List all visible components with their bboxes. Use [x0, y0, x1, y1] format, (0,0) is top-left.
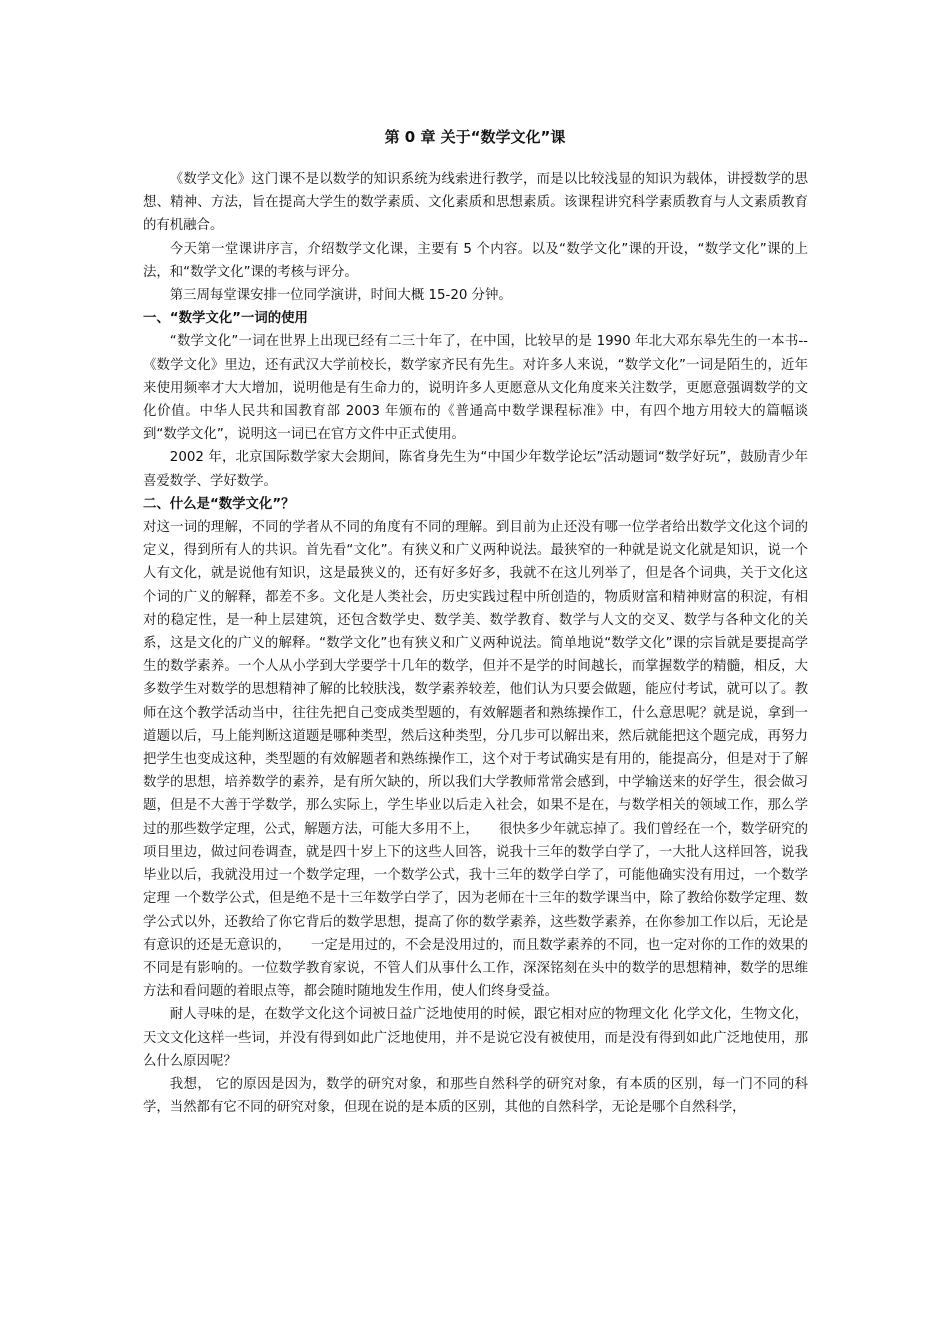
- paragraph-presentation-schedule: 第三周每堂课安排一位同学演讲，时间大概 15-20 分钟。: [169, 288, 512, 304]
- document-body: [143, 168, 808, 1119]
- paragraph-term-usage: “数学文化”一词在世界上出现已经有二三十年了，在中国，比较早的是 1990 年北大邓东皋先生的一本书--《数学文化》里边，还有武汉大学前校长，数学家齐民有先生。对许多人来说，“数学文化”一词是陌生的，近年来使用频率才大大增加，说明他是有生命力的，说明许多人更愿意从文化角度来关注数学，更愿意强调数学的文化价值。中华人民共和国教育部 2003 年颁布的《普通高中数学课程标准》中，有四个地方用较大的篇幅谈到“数学文化”，说明这一词已在官方文件中正式使用。: [143, 334, 808, 443]
- chapter-title: 第 0 章 关于“数学文化”课: [384, 128, 566, 146]
- paragraph-lecture-outline: 今天第一堂课讲序言，介绍数学文化课，主要有 5 个内容。以及“数学文化”课的开设，“数学文化”课的上法，和“数学文化”课的考核与评分。: [143, 241, 808, 280]
- section-heading-2: 二、什么是“数学文化”？: [143, 496, 295, 512]
- paragraph-other-cultures: 耐人寻味的是，在数学文化这个词被日益广泛地使用的时候，跟它相对应的物理文化 化学文化，生物文化， 天文文化这样一些词，并没有得到如此广泛地使用，并不是说它没有被使用，而是没有得到如此广泛地使用，那么什么原因呢？: [143, 1007, 808, 1069]
- paragraph-icm-2002: 2002 年，北京国际数学家大会期间，陈省身先生为“中国少年数学论坛”活动题词“数学好玩”，鼓励青少年喜爱数学、学好数学。: [143, 450, 808, 489]
- paragraph-reason: 我想， 它的原因是因为，数学的研究对象，和那些自然科学的研究对象，有本质的区别，每一门不同的科学，当然都有它不同的研究对象，但现在说的是本质的区别，其他的自然科学，无论是哪个自然科学，: [143, 1076, 808, 1116]
- section-heading-1: 一、“数学文化”一词的使用: [143, 311, 308, 327]
- paragraph-intro: 《数学文化》这门课不是以数学的知识系统为线索进行教学，而是以比较浅显的知识为载体，讲授数学的思想、精神、方法，旨在提高大学生的数学素质、文化素质和思想素质。该课程讲究科学素质教育与人文素质教育的有机融合。: [143, 172, 808, 234]
- paragraph-definition: 对这一词的理解，不同的学者从不同的角度有不同的理解。到目前为止还没有哪一位学者给出数学文化这个词的定义，得到所有人的共识。首先看“文化”。有狭义和广义两种说法。最狭窄的一种就是说文化就是知识，说一个人有文化，就是说他有知识，这是最狭义的，还有好多好多，我就不在这儿列举了，但是各个词典，关于文化这个词的广义的解释，都差不多。文化是人类社会，历史实践过程中所创造的，物质财富和精神财富的积淀，有相对的稳定性，是一种上层建筑，还包含数学史、数学美、数学教育、数学与人文的交叉、数学与各种文化的关系，这是文化的广义的解释。“数学文化”也有狭义和广义两种说法。简单地说“数学文化”课的宗旨就是要提高学生的数学素养。一个人从小学到大学要学十几年的数学，但并不是学的时间越长，而掌握数学的精髓，相反，大多数学生对数学的思想精神了解的比较肤浅，数学素养较差，他们认为只要会做题，能应付考试，就可以了。教师在这个教学活动当中，往往先把自己变成类型题的，有效解题者和熟练操作工，什么意思呢？就是说，拿到一道题以后，马上能判断这道题是哪种类型，然后这种类型，分几步可以解出来，然后就能把这个题完成，再努力把学生也变成这种，类型题的有效解题者和熟练操作工，这个对于考试确实是有用的，能提高分，但是对于了解数学的思想，培养数学的素养，是有所欠缺的，所以我们大学教师常常会感到，中学输送来的好学生，很会做习题，但是不大善于学数学，那么实际上，学生毕业以后走入社会，如果不是在，与数学相关的领域工作，那么学过的那些数学定理，公式，解题方法，可能大多用不上， 很快多少年就忘掉了。我们曾经在一个，数学研究的项目里边，做过问卷调查，就是四十岁上下的这些人回答，说我十三年的数学白学了，一大批人这样回答，说我毕业以后，我就没用过一个数学定理，一个数学公式，我十三年的数学白学了，可能他确实没有用过，一个数学定理 一个数学公式，但是绝不是十三年数学白学了，因为老师在十三年的数学课当中，除了教给你数学定理、数学公式以外，还教给了你它背后的数学思想，提高了你的数学素养，这些数学素养，在你参加工作以后，无论是有意识的还是无意识的， 一定是用过的，不会是没用过的，而且数学素养的不同，也一定对你的工作的效果的不同是有影响的。一位数学教育家说，不管人们从事什么工作，深深铭刻在头中的数学的思想精神，数学的思维方法和看问题的着眼点等，都会随时随地发生作用，使人们终身受益。: [143, 520, 808, 1000]
